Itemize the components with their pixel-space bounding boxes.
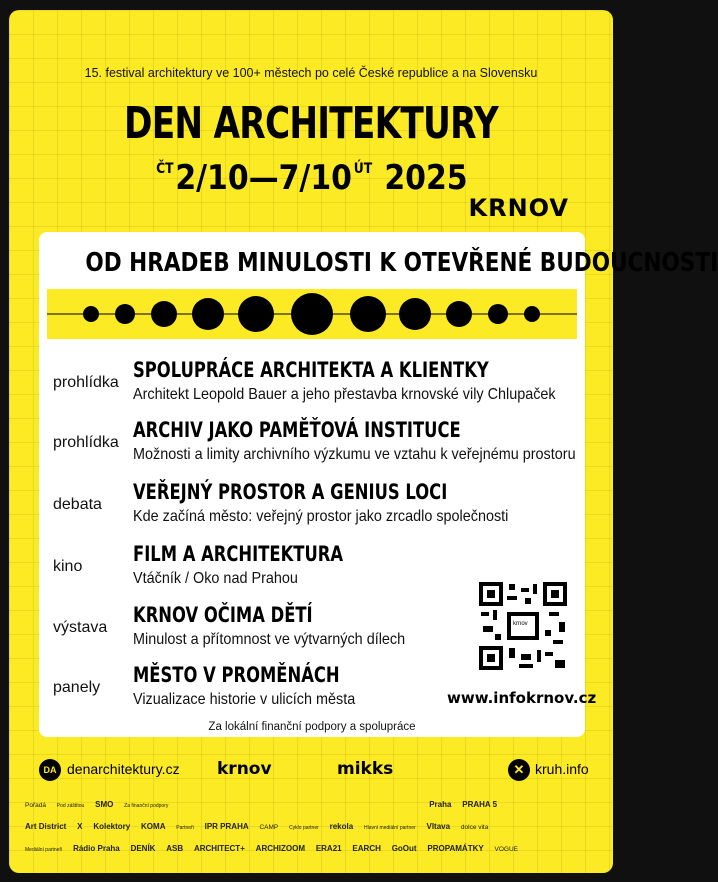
partners-row [25,822,599,836]
x-badge-icon: ✕ [508,759,530,781]
partner: CAMP [259,824,279,831]
qr-label: krnov [513,621,528,627]
end-day: ÚT [353,161,373,177]
qr-code[interactable] [479,582,567,670]
partner: EARCH [352,844,381,853]
partner: Kolektory [93,822,131,831]
partner: Pořadá [25,802,46,809]
partners-row [25,800,599,814]
partner: dolce vita [460,824,489,831]
program-title: SPOLUPRÁCE ARCHITEKTA A KLIENTKY [133,358,489,382]
program-type: výstava [53,619,108,636]
program-title: FILM A ARCHITEKTURA [133,542,344,566]
poster [9,10,718,873]
krnov-logo: krnov [217,759,272,779]
program-type: prohlídka [53,374,119,391]
partner: Art District [25,822,67,831]
dots-stripe [47,289,577,339]
partner: ERA21 [315,844,342,853]
dots-graphic [47,289,577,339]
program-type: debata [53,496,102,513]
partner: Mediální partneři [25,847,63,853]
festival-tagline: 15. festival architektury ve 100+ městech po celé České republice a na Slovensku [84,66,538,80]
partner: PROPAMÁTKY [427,844,484,853]
partner: Partneři [176,825,194,831]
program-item [39,480,585,532]
partner: IPR PRAHA [204,822,249,831]
program-description: Vtáčník / Oko nad Prahou [133,570,298,587]
program-type: panely [53,679,101,696]
partners-row [25,844,599,858]
partner: rekola [329,822,354,831]
program-type: kino [53,558,83,575]
partner: ARCHIZOOM [255,844,305,853]
partner: DENÍK [130,844,156,853]
kruh-website-link[interactable]: kruh.info [535,761,589,777]
partner: Hlavní mediální partner [363,825,416,831]
partner: Vltava [426,822,451,831]
partner: PRAHA 5 [462,800,498,809]
program-description: Architekt Leopold Bauer a jeho přestavba krnovské vily Chlupaček [133,386,556,403]
partner: SMO [95,800,114,809]
mikks-logo: mikks [337,759,394,779]
program-description: Vizualizace historie v ulicích města [133,691,356,708]
footer [9,755,613,785]
festival-dates [45,158,577,198]
program-title: ARCHIV JAKO PAMĚŤOVÁ INSTITUCE [133,418,461,442]
program-description: Možnosti a limity archivního výzkumu ve vztahu k veřejnému prostoru [133,446,576,463]
program-item [39,418,585,470]
festival-website-link[interactable]: denarchitektury.cz [67,761,180,777]
program-title: VEŘEJNÝ PROSTOR A GENIUS LOCI [133,480,448,504]
program-item [39,358,585,410]
website-link[interactable]: www.infokrnov.cz [447,689,597,707]
city-name: KRNOV [468,194,569,222]
program-description: Kde začíná město: veřejný prostor jako zrcadlo společnosti [133,508,509,525]
year: 2025 [384,158,468,198]
partner: Cyklo partner [289,825,319,831]
festival-title: DEN ARCHITEKTURY [124,98,498,149]
da-badge-icon: DA [39,759,61,781]
partner: Za finanční podpory [124,803,169,809]
partner: Rádio Praha [73,844,120,853]
partner: GoOut [391,844,417,853]
partner: Pod záštitou [56,803,85,809]
partner: ASB [166,844,184,853]
program-title: KRNOV OČIMA DĚTÍ [133,603,313,627]
start-day: ČT [156,161,174,177]
program-type: prohlídka [53,434,119,451]
support-note: Za lokální finanční podpory a spolupráce [208,721,416,733]
partner: X [77,822,83,831]
program-description: Minulost a přítomnost ve výtvarných dílech [133,631,406,648]
partner: VOGUE [494,846,518,853]
program-subtitle: OD HRADEB MINULOSTI K OTEVŘENÉ BUDOUCNOSTI [85,248,718,278]
program-title: MĚSTO V PROMĚNÁCH [133,663,340,687]
partner: Praha [429,800,452,809]
program-panel [39,232,718,737]
partner: ARCHITECT+ [193,844,245,853]
date-range: 2/10—7/10 [175,158,353,198]
partner: KOMA [141,822,166,831]
